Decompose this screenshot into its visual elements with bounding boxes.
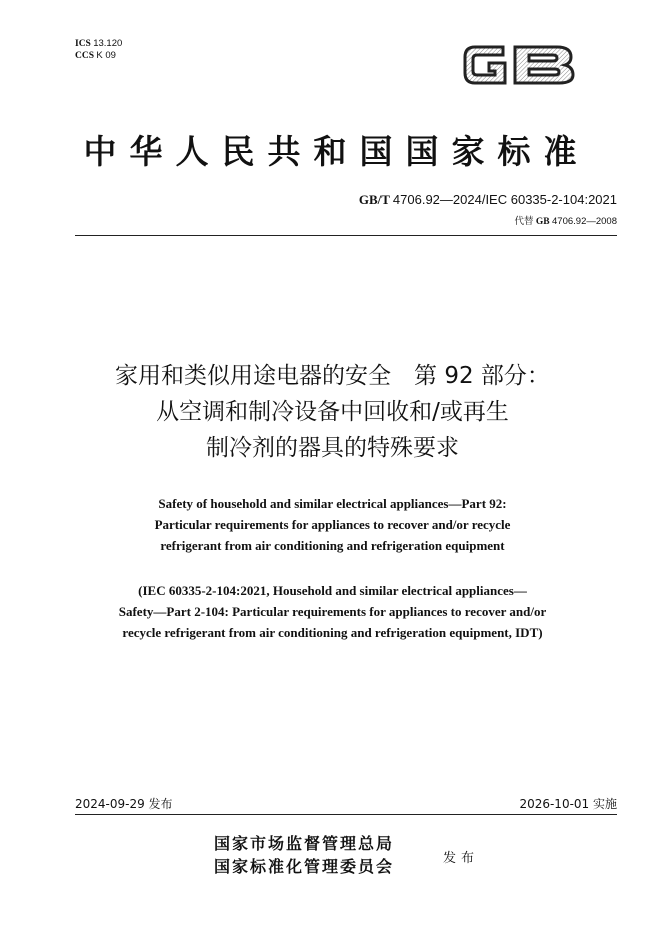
replaces-standard: 代替 GB 4706.92—2008 [514, 216, 617, 227]
english-title: Safety of household and similar electrical appliances—Part 92: Particular requirements for appliances to recover and/or recycle refrigerant from air conditioning and refrigeration equipment [154, 496, 511, 553]
svg-text:GB: GB [453, 33, 455, 34]
top-divider [75, 235, 617, 236]
issue-label: 发布 [443, 851, 480, 866]
implementation-date: 2026-10-01 实施 [519, 797, 617, 811]
gb-logo [453, 33, 585, 95]
standard-number: GB/T 4706.92—2024/IEC 60335-2-104:2021 [358, 192, 617, 207]
iec-reference: (IEC 60335-2-104:2021, Household and similar electrical appliances— Safety—Part 2-104: Particular requirements for appliances to recover and/or recycle refrigerant from air conditioning and refrigeration equipment, IDT) [118, 583, 547, 640]
bottom-divider [75, 814, 617, 815]
ics-code: ICS 13.120 [75, 38, 123, 49]
issuing-authorities: 国家市场监督管理总局 国家标准化管理委员会 [214, 834, 395, 876]
national-standard-title: 中华人民共和国国家标准 [83, 132, 590, 171]
chinese-title: 家用和类似用途电器的安全 第 92 部分： 从空调和制冷设备中回收和/或再生 制冷剂的器具的特殊要求 [115, 363, 550, 461]
classification-codes [75, 38, 122, 62]
issue-date: 2024-09-29 发布 [75, 797, 173, 811]
ccs-code: CCS K 09 [75, 50, 116, 61]
